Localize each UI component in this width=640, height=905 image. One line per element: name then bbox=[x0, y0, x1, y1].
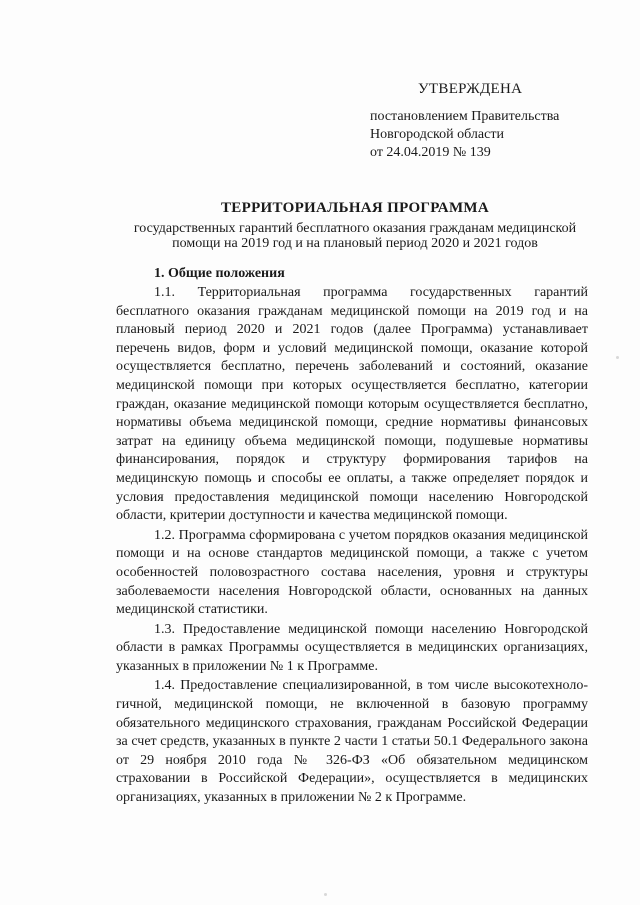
section-general-provisions bbox=[116, 264, 588, 808]
approval-stamp bbox=[370, 80, 610, 162]
paragraph-1-2: 1.2. Программа сформирована с учетом порядков оказания медицинской помощи и на основе стандартов медицинской помощи, а также с учетом особенностей половозрастного состава населения, уровня и структуры заболеваемости населения Новгородской области, основанных на данных медицинской статистики. bbox=[116, 527, 588, 618]
paragraph-1-3: 1.3. Предоставление медицинской помощи населению Новгородской области в рамках Программы осуществляется в медицинских организациях, указанных в приложении № 1 к Программе. bbox=[116, 621, 588, 674]
document-title: ТЕРРИТОРИАЛЬНАЯ ПРОГРАММА bbox=[221, 200, 489, 216]
approval-line-region: Новгородской области bbox=[370, 127, 504, 142]
approval-line-authority: постановлением Правительства bbox=[370, 109, 560, 124]
document-subtitle-line-1: государственных гарантий бесплатного оказания гражданам медицинской bbox=[133, 221, 577, 236]
scan-speck bbox=[616, 356, 619, 359]
approval-line-date: от 24.04.2019 № 139 bbox=[370, 145, 491, 160]
approval-title: УТВЕРЖДЕНА bbox=[418, 81, 523, 97]
document-subtitle bbox=[100, 221, 610, 251]
document-subtitle-line-2: помощи на 2019 год и на плановый период 2020 и 2021 годов bbox=[172, 236, 538, 251]
paragraph-1-4: 1.4. Предоставление специализированной, в том числе высокотехнологичной, медицинской помощи, не включенной в базовую программу обязательного медицинского страхования, гражданам Российской Федерации за счет средств, указанных в пункте 2 части 1 статьи 50.1 Федерального закона от 29 ноября 2010 года № 326-ФЗ «Об обязательном медицинском страховании в Российской Федерации», осуществляется в медицинских организациях, указанных в приложении № 2 к Программе. bbox=[116, 678, 588, 806]
document-title-block bbox=[100, 199, 610, 251]
scan-speck bbox=[324, 893, 327, 896]
paragraph-1-1: 1.1. Территориальная программа государственных гарантий бесплатного оказания гражданам медицинской помощи на 2019 год и на плановый период 2020 и 2021 годов (далее Программа) устанавливает перечень видов, форм и условий медицинской помощи, оказание которой осуществляется бесплатно, перечень заболеваний и состояний, оказание медицинской помощи при которых осуществляется бесплатно, категории граждан, оказание медицинской помощи которым осуществляется бесплатно, нормативы объема медицинской помощи, средние нормативы финансовых затрат на единицу объема медицинской помощи, подушевые нормативы финансирования, порядок и структуру формирования тарифов на медицинскую помощь и способы ее оплаты, а также определяет порядок и условия предоставления медицинской помощи населению Новгородской области, критерии доступности и качества медицинской помощи. bbox=[116, 285, 588, 524]
section-heading: 1. Общие положения bbox=[154, 266, 285, 281]
